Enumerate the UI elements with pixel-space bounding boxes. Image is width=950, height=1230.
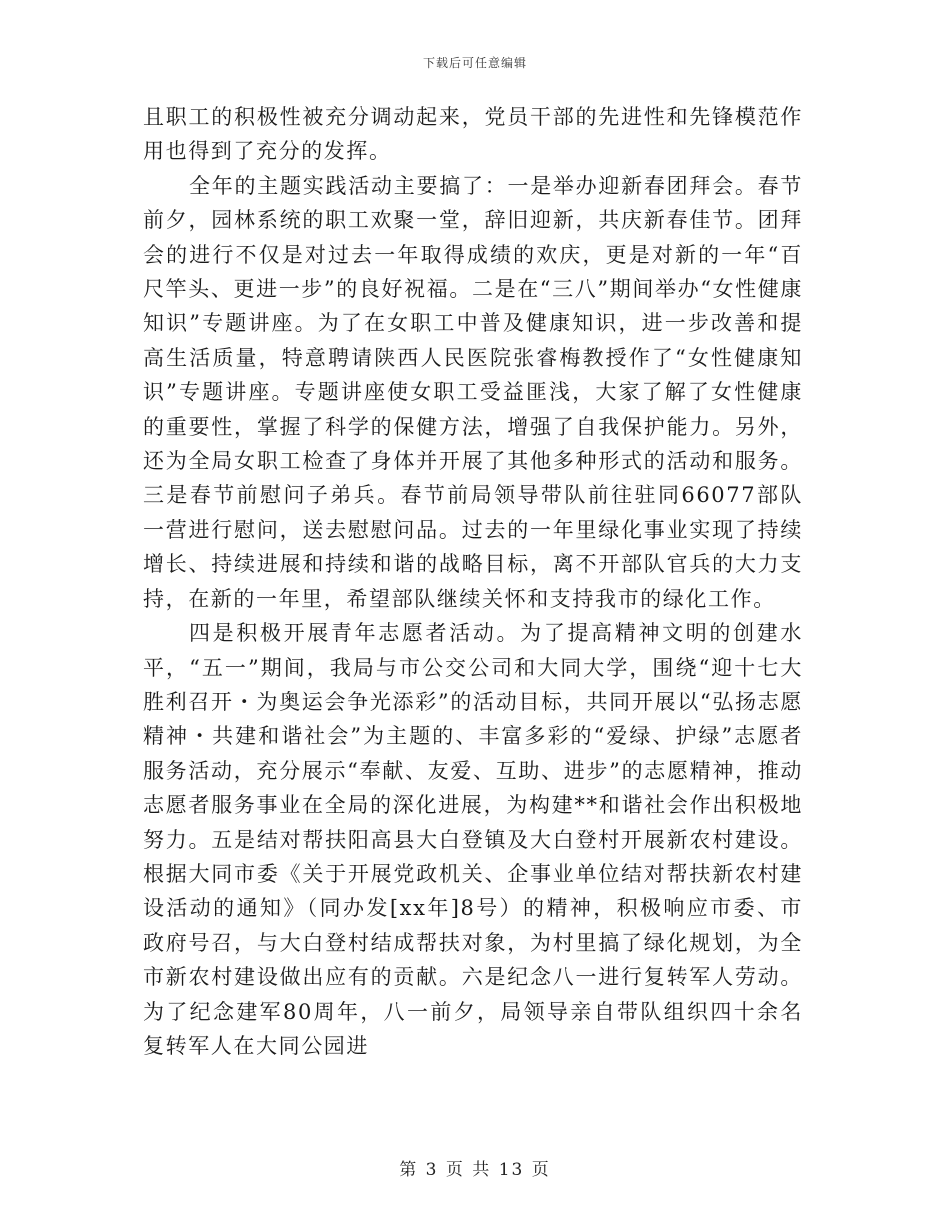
paragraph: 全年的主题实践活动主要搞了：一是举办迎新春团拜会。春节前夕，园林系统的职工欢聚一堂，辞旧迎新，共庆新春佳节。团拜会的进行不仅是对过去一年取得成绩的欢庆，更是对新的一年“百尺竿头、更进一步”的良好祝福。二是在“三八”期间举办“女性健康知识”专题讲座。为了在女职工中普及健康知识，进一步改善和提高生活质量，特意聘请陕西人民医院张睿梅教授作了“女性健康知识”专题讲座。专题讲座使女职工受益匪浅，大家了解了女性健康的重要性，掌握了科学的保健方法，增强了自我保护能力。另外，还为全局女职工检查了身体并开展了其他多种形式的活动和服务。三是春节前慰问子弟兵。春节前局领导带队前往驻同66077部队一营进行慰问，送去慰慰问品。过去的一年里绿化事业实现了持续增长、持续进展和持续和谐的战略目标，离不开部队官兵的大力支持，在新的一年里，希望部队继续关怀和支持我市的绿化工作。 (143, 173, 803, 611)
page-header: 下载后可任意编辑 (422, 56, 527, 70)
document-body (143, 100, 803, 1063)
paragraph-continued: 且职工的积极性被充分调动起来，党员干部的先进性和先锋模范作用也得到了充分的发挥。 (143, 105, 803, 164)
paragraph: 四是积极开展青年志愿者活动。为了提高精神文明的创建水平，“五一”期间，我局与市公交公司和大同大学，围绕“迎十七大胜利召开・为奥运会争光添彩”的活动目标，共同开展以“弘扬志愿精神・共建和谐社会”为主题的、丰富多彩的“爱绿、护绿”志愿者服务活动，充分展示“奉献、友爱、互助、进步”的志愿精神，推动志愿者服务事业在全局的深化进展，为构建**和谐社会作出积极地努力。五是结对帮扶阳高县大白登镇及大白登村开展新农村建设。根据大同市委《关于开展党政机关、企事业单位结对帮扶新农村建设活动的通知》（同办发[xx年]8号）的精神，积极响应市委、市政府号召，与大白登村结成帮扶对象，为村里搞了绿化规划，为全市新农村建设做出应有的贡献。六是纪念八一进行复转军人劳动。为了纪念建军80周年，八一前夕，局领导亲自带队组织四十余名复转军人在大同公园进 (143, 621, 803, 1058)
page-number: 第 3 页 共 13 页 (399, 1160, 551, 1180)
